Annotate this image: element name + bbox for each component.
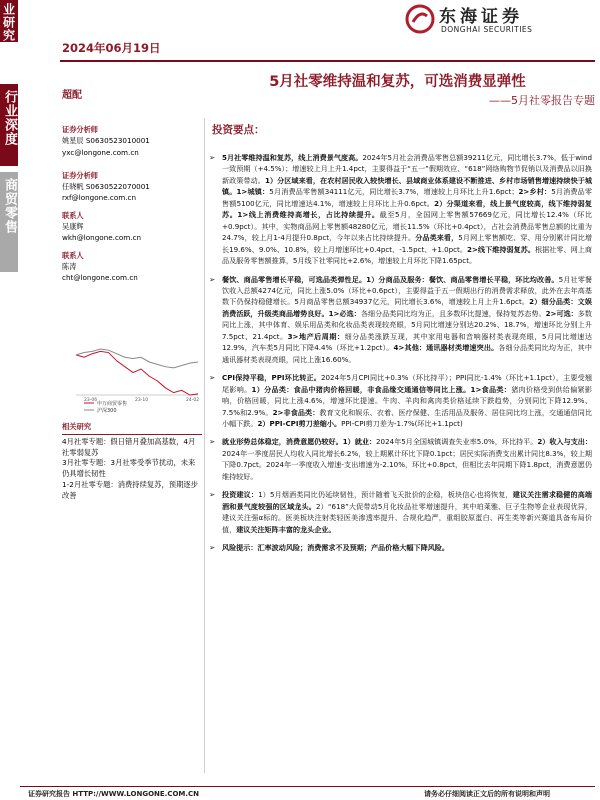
bold-text: 2>乡村： [518,187,552,197]
key-points-body [222,152,592,561]
header-divider [60,60,595,62]
analyst-email[interactable]: yxc@longone.com.cn [62,147,139,157]
legend-label: 沪深300 [97,408,117,414]
industry-research-tab: 业研究 [0,0,18,42]
body-text: 2）“618”大促带动5月化妆品社零增速提升，其中珀莱雅、巨子生物等企业表现优异，建议关注强α标的。医美板块注射类轻医美渗透率提升、合规化趋严，重组胶原蛋白、再生类等新兴赛道具备布局价值， [222,501,593,534]
bold-text: 投资建议： [222,490,259,500]
body-text: 1）5月烟酒类同比仍延续韧性，预计随着飞天批价的企稳，板块信心也将恢复， [258,490,513,500]
bold-text: 2）细分品类：文娱消费活跃，升级类商品增势良好。1>必选： [222,297,592,318]
logo-text-en: DONGHAI SECURITIES [441,25,533,34]
body-text: 多数同比上涨，其中体育、娱乐用品类和化妆品类表现较亮眼，5月同比增速分别达20.2%、18.7%，增速环比分别上升7.5pct、21.4pct。 [222,308,592,341]
body-text: 猪肉价格受到供给偏紧影响，价格回暖，同比上涨4.6%，增速环比提速。牛肉、羊肉和禽肉类价格延续下跌趋势，分别同比下降12.9%、7.5%和2.9%。 [222,384,593,417]
x-tick-label: 23-06 [84,398,98,403]
key-point-paragraph [222,436,592,482]
key-point-paragraph [222,274,592,366]
footer-left: 证券研究报告 HTTP://WWW.LONGONE.COM.CN [28,790,200,798]
analyst-name: 任晓帆 S0630522070001 [62,182,150,192]
body-text: 截至5月，全国网上零售额57669亿元，同比增长12.4%（环比+0.9pct）。其中，实物商品网上零售额48280亿元，增长11.5%（环比+0.4pct），占社会消费品零售总额的比重为24.7%，较上月1-4月提升0.8pct，今年以来占比持续提升。 [222,210,592,243]
analyst-name: 姚星辰 S0630523010001 [62,136,150,146]
bold-text: 5月社零维持温和复苏，线上消费景气度高。 [222,153,363,162]
related-research [62,422,202,502]
logo-mark-icon [405,4,435,34]
contact-email[interactable]: cht@longone.com.cn [62,273,138,283]
body-text: 根据社零、网上商品及服务零售额推算，5月线下社零同比+2.6%，增速较上月环比下降1.65pct。 [222,244,593,266]
bold-text: 2）收入与支出： [537,437,592,447]
x-tick-label: 23-10 [135,398,149,403]
bold-text: 建议关注需求稳健的高端酒和景气度较强的区域龙头。 [222,490,593,511]
report-date: 2024年06月19日 [62,41,161,55]
donghai-logo [405,2,595,38]
bold-text: 就业形势总体稳定，消费意愿仍较好。1）就业： [222,437,377,447]
series-line [76,349,198,368]
bold-text: 分品类来看， [415,233,459,243]
contact-role: 联系人 [62,250,84,260]
key-point-paragraph [222,542,592,553]
body-text: 5月社零餐饮收入总额4274亿元，同比上涨5.0%（环比+0.6pct），主要得益于五一假期出行的消费需求释放，此外在去年高基数下仍保持稳健增长。5月商品零售总额34937亿元，同比增长3.6%，增速较上月上升1.6pct。 [222,274,593,307]
related-header: 相关研究 [62,422,202,435]
body-text: 5月网上零售额吃、穿、用分别累计同比增长19.6%、9.0%、10.8%，较上月增速环比+0.4pct、-1.5pct、+1.0pct。 [222,233,593,254]
contact-name: 陈涛 [62,261,77,271]
analyst-role: 证券分析师 [62,125,98,134]
commerce-retail-tab: 商贸零售 [0,172,18,272]
body-text: 2024年一季度居民人均收入同比增长6.2%，较上期累计环比下降0.1pct；居民实际消费支出累计同比8.3%，较上期下降0.7pct。2024年一季度收入增速-支出增速为-2.10%，环比+0.8pct，但相比去年同期下降1.8pct，消费意愿仍维持较好。 [222,448,592,481]
industry-depth-tab: 行业深度 [0,84,18,166]
body-text: 各细分品类同比均为正，且多数环比提速，保持复苏态势。 [360,308,546,318]
key-point-paragraph [222,152,592,267]
rating: 超配 [62,90,82,101]
bold-text: 餐饮、商品零售增长平稳，可选品类弹性足。1）分商品及服务：餐饮、商品零售增长平稳，环比均改善。 [222,274,559,284]
bold-text: 2）分渠道来看，线上景气度较高，线下维持弱复苏。1>线上消费维持高增长，占比持续提升。 [222,198,593,220]
related-item[interactable]: 1-2月社零专题：消费持续复苏，预期逐步改善 [62,479,198,500]
report-subtitle: ——5月社零报告专题 [489,94,595,107]
bold-text: 2）PPI-CPI剪刀差缩小。 [257,418,342,428]
body-text: 2024年5月CPI同比+0.3%（环比持平）；PPI同比-1.4%（环比+1.1pct），主要受翘尾影响。 [222,373,592,394]
footer-divider [20,786,595,787]
report-title: 5月社零维持温和复苏，可选消费显弹性 [269,74,526,90]
bold-text: 风险提示：汇率波动风险；消费需求不及预期；产品价格大幅下降风险。 [222,543,449,553]
key-point-paragraph [222,372,592,429]
bold-text: 2>可选： [545,308,578,318]
contact-role: 联系人 [62,210,84,220]
related-item[interactable]: 3月社零专题：3月社零受季节扰动，未来仍具增长韧性 [62,458,196,479]
bold-text: 3>地产后周期： [287,331,345,341]
key-points-header: 投资要点： [212,124,265,136]
bold-text: 2>线下维持弱复苏。 [467,244,535,254]
column-divider [204,118,205,773]
key-point-paragraph [222,489,592,535]
performance-chart [62,345,202,417]
bold-text: 4>其他：通讯器材类增速突出。 [393,343,499,353]
x-tick-label: 24-02 [186,398,200,403]
analyst-email[interactable]: rxf@longone.com.cn [62,193,137,203]
logo-text-cn: 东海证券 [439,7,523,27]
bold-text: 2>非食品类： [272,407,320,417]
body-text: 5月消费品零售额5100亿元，同比增速达4.1%，增速较上月环比上升0.6pct。 [222,187,592,208]
analyst-role: 证券分析师 [62,170,98,180]
body-text: 2024年5月社会消费品零售总额39211亿元，同比增长3.7%，低于wind一致预期（+4.5%）；增速较上月上升1.4pct，主要得益于“五一”假期效应、“618”网络购物节促销以及消费品以旧换新政策带动。 [222,153,592,185]
body-text: PPI-CPI剪刀差为-1.7%(环比+1.1pct) [341,418,463,428]
bold-text: CPI保持平稳，PPI环比转正。 [222,373,322,383]
body-text: 细分品类涨跌互现，其中家用电器和音响器材类表现亮眼，5月同比增速达12.9%，汽车类5月同比下降4.4%（环比+1.2pct）。 [222,331,592,353]
legend-label: 申万商贸零售 [97,401,128,407]
bold-text: 1）分区域来看，在农村居民收入较快增长、县域商业体系建设不断推进、乡村市场销售增速持续快于城镇。1>城镇： [222,175,592,197]
bold-text: 1）分品类：食品中猪肉价格回暖，非食品缘交通通信等同比上涨。1>食品类： [251,384,512,394]
body-text: 2024年5月全国城镇调查失业率5.0%，环比持平。 [376,437,538,447]
footer-right: 请务必仔细阅读正文后的所有说明和声明 [424,790,550,798]
related-item[interactable]: 4月社零专题：假日错月叠加高基数，4月社零弱复苏 [62,436,196,457]
analyst-list [62,118,202,284]
contact-name: 吴康辉 [62,222,84,232]
body-text: 5月消费品零售额34111亿元，同比增长3.7%，增速较上月环比上升1.6pct； [269,187,519,197]
body-text: 教育文化和娱乐、衣着、医疗保健、生活用品及服务、居住同比均上涨，交通通信同比小幅下跌。 [222,407,592,428]
body-text: 各细分品类同比均为正，其中通讯器材类表现亮眼，同比上涨16.60%。 [222,343,592,364]
bold-text: 建议关注矩阵丰富的龙头企业。 [236,524,336,534]
contact-email[interactable]: wkh@longone.com.cn [62,233,142,243]
